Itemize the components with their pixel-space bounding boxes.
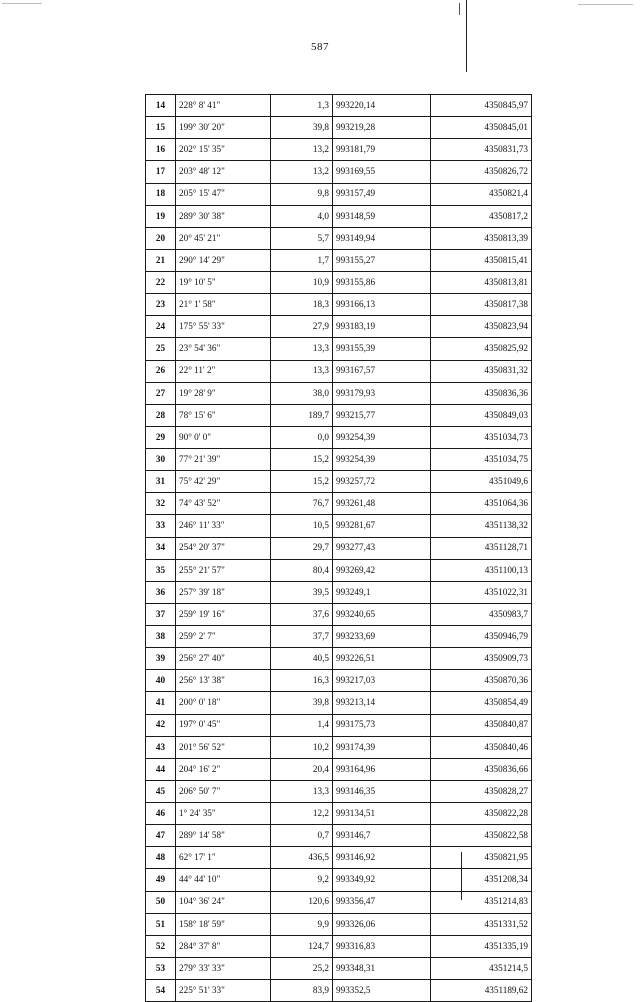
y-coordinate-cell: 4350946,79	[431, 626, 532, 648]
x-coordinate-cell: 993316,83	[333, 935, 431, 957]
point-number-cell: 32	[146, 493, 176, 515]
point-number-cell: 28	[146, 404, 176, 426]
direction-angle-cell: 199° 30' 20"	[176, 117, 271, 139]
y-coordinate-cell: 4350870,36	[431, 670, 532, 692]
x-coordinate-cell: 993146,35	[333, 780, 431, 802]
direction-angle-cell: 1° 24' 35"	[176, 803, 271, 825]
point-number-cell: 40	[146, 670, 176, 692]
x-coordinate-cell: 993326,06	[333, 913, 431, 935]
point-number-cell: 21	[146, 249, 176, 271]
direction-angle-cell: 19° 28' 9"	[176, 382, 271, 404]
distance-cell: 0,7	[271, 825, 333, 847]
point-number-cell: 53	[146, 957, 176, 979]
table-row	[146, 714, 532, 736]
table-row	[146, 758, 532, 780]
distance-cell: 29,7	[271, 537, 333, 559]
y-coordinate-cell: 4351100,13	[431, 559, 532, 581]
point-number-cell: 42	[146, 714, 176, 736]
scan-margin-line-top	[466, 0, 467, 72]
x-coordinate-cell: 993134,51	[333, 803, 431, 825]
point-number-cell: 51	[146, 913, 176, 935]
direction-angle-cell: 201° 56' 52"	[176, 736, 271, 758]
y-coordinate-cell: 4350822,28	[431, 803, 532, 825]
y-coordinate-cell: 4350845,97	[431, 95, 532, 117]
x-coordinate-cell: 993155,86	[333, 272, 431, 294]
x-coordinate-cell: 993169,55	[333, 161, 431, 183]
x-coordinate-cell: 993240,65	[333, 603, 431, 625]
y-coordinate-cell: 4351138,32	[431, 515, 532, 537]
y-coordinate-cell: 4350822,58	[431, 825, 532, 847]
point-number-cell: 33	[146, 515, 176, 537]
y-coordinate-cell: 4350825,92	[431, 338, 532, 360]
distance-cell: 4,0	[271, 205, 333, 227]
direction-angle-cell: 254° 20' 37"	[176, 537, 271, 559]
y-coordinate-cell: 4350821,95	[431, 847, 532, 869]
y-coordinate-cell: 4350831,73	[431, 139, 532, 161]
point-number-cell: 34	[146, 537, 176, 559]
y-coordinate-cell: 4350840,46	[431, 736, 532, 758]
point-number-cell: 14	[146, 95, 176, 117]
direction-angle-cell: 206° 50' 7"	[176, 780, 271, 802]
direction-angle-cell: 255° 21' 57"	[176, 559, 271, 581]
table-row	[146, 692, 532, 714]
table-row	[146, 227, 532, 249]
point-number-cell: 37	[146, 603, 176, 625]
point-number-cell: 46	[146, 803, 176, 825]
distance-cell: 13,3	[271, 780, 333, 802]
x-coordinate-cell: 993146,92	[333, 847, 431, 869]
table-row	[146, 626, 532, 648]
direction-angle-cell: 158° 18' 59"	[176, 913, 271, 935]
table-row	[146, 825, 532, 847]
table-row	[146, 780, 532, 802]
y-coordinate-cell: 4351335,19	[431, 935, 532, 957]
point-number-cell: 44	[146, 758, 176, 780]
distance-cell: 39,8	[271, 117, 333, 139]
distance-cell: 9,8	[271, 183, 333, 205]
table-row	[146, 581, 532, 603]
distance-cell: 1,7	[271, 249, 333, 271]
distance-cell: 37,6	[271, 603, 333, 625]
distance-cell: 124,7	[271, 935, 333, 957]
table-row	[146, 537, 532, 559]
direction-angle-cell: 200° 0' 18"	[176, 692, 271, 714]
table-row	[146, 957, 532, 979]
point-number-cell: 29	[146, 426, 176, 448]
y-coordinate-cell: 4350813,39	[431, 227, 532, 249]
distance-cell: 10,9	[271, 272, 333, 294]
x-coordinate-cell: 993226,51	[333, 648, 431, 670]
distance-cell: 20,4	[271, 758, 333, 780]
y-coordinate-cell: 4350817,2	[431, 205, 532, 227]
scan-margin-mark-top	[459, 3, 460, 15]
point-number-cell: 24	[146, 316, 176, 338]
direction-angle-cell: 75° 42' 29"	[176, 471, 271, 493]
x-coordinate-cell: 993166,13	[333, 294, 431, 316]
direction-angle-cell: 175° 55' 33"	[176, 316, 271, 338]
direction-angle-cell: 77° 21' 39"	[176, 449, 271, 471]
distance-cell: 38,0	[271, 382, 333, 404]
y-coordinate-cell: 4350845,01	[431, 117, 532, 139]
x-coordinate-cell: 993352,5	[333, 980, 431, 1002]
point-number-cell: 19	[146, 205, 176, 227]
x-coordinate-cell: 993146,7	[333, 825, 431, 847]
distance-cell: 80,4	[271, 559, 333, 581]
distance-cell: 40,5	[271, 648, 333, 670]
distance-cell: 9,2	[271, 869, 333, 891]
coordinates-table-body	[146, 95, 532, 1002]
y-coordinate-cell: 4350840,87	[431, 714, 532, 736]
direction-angle-cell: 289° 14' 58"	[176, 825, 271, 847]
direction-angle-cell: 228° 8' 41"	[176, 95, 271, 117]
point-number-cell: 50	[146, 891, 176, 913]
point-number-cell: 41	[146, 692, 176, 714]
x-coordinate-cell: 993167,57	[333, 360, 431, 382]
direction-angle-cell: 246° 11' 33"	[176, 515, 271, 537]
table-row	[146, 426, 532, 448]
direction-angle-cell: 20° 45' 21"	[176, 227, 271, 249]
table-row	[146, 272, 532, 294]
y-coordinate-cell: 4350826,72	[431, 161, 532, 183]
x-coordinate-cell: 993174,39	[333, 736, 431, 758]
x-coordinate-cell: 993233,69	[333, 626, 431, 648]
x-coordinate-cell: 993213,14	[333, 692, 431, 714]
direction-angle-cell: 225° 51' 33"	[176, 980, 271, 1002]
point-number-cell: 52	[146, 935, 176, 957]
table-row	[146, 913, 532, 935]
point-number-cell: 47	[146, 825, 176, 847]
direction-angle-cell: 205° 15' 47"	[176, 183, 271, 205]
x-coordinate-cell: 993175,73	[333, 714, 431, 736]
x-coordinate-cell: 993269,42	[333, 559, 431, 581]
y-coordinate-cell: 4350813,81	[431, 272, 532, 294]
x-coordinate-cell: 993349,92	[333, 869, 431, 891]
point-number-cell: 30	[146, 449, 176, 471]
y-coordinate-cell: 4350823,94	[431, 316, 532, 338]
point-number-cell: 39	[146, 648, 176, 670]
table-row	[146, 736, 532, 758]
y-coordinate-cell: 4351034,73	[431, 426, 532, 448]
y-coordinate-cell: 4350815,41	[431, 249, 532, 271]
table-row	[146, 183, 532, 205]
distance-cell: 13,2	[271, 139, 333, 161]
table-row	[146, 648, 532, 670]
y-coordinate-cell: 4351049,6	[431, 471, 532, 493]
distance-cell: 15,2	[271, 449, 333, 471]
table-row	[146, 803, 532, 825]
table-row	[146, 249, 532, 271]
point-number-cell: 31	[146, 471, 176, 493]
y-coordinate-cell: 4351128,71	[431, 537, 532, 559]
x-coordinate-cell: 993157,49	[333, 183, 431, 205]
table-row	[146, 891, 532, 913]
x-coordinate-cell: 993254,39	[333, 449, 431, 471]
table-row	[146, 670, 532, 692]
distance-cell: 120,6	[271, 891, 333, 913]
table-row	[146, 139, 532, 161]
distance-cell: 9,9	[271, 913, 333, 935]
x-coordinate-cell: 993217,03	[333, 670, 431, 692]
direction-angle-cell: 256° 13' 38"	[176, 670, 271, 692]
direction-angle-cell: 19° 10' 5"	[176, 272, 271, 294]
table-row	[146, 294, 532, 316]
y-coordinate-cell: 4351189,62	[431, 980, 532, 1002]
y-coordinate-cell: 4350836,36	[431, 382, 532, 404]
direction-angle-cell: 104° 36' 24"	[176, 891, 271, 913]
y-coordinate-cell: 4351214,83	[431, 891, 532, 913]
direction-angle-cell: 259° 2' 7"	[176, 626, 271, 648]
y-coordinate-cell: 4350821,4	[431, 183, 532, 205]
direction-angle-cell: 74° 43' 52"	[176, 493, 271, 515]
point-number-cell: 16	[146, 139, 176, 161]
distance-cell: 76,7	[271, 493, 333, 515]
distance-cell: 39,8	[271, 692, 333, 714]
direction-angle-cell: 289° 30' 38"	[176, 205, 271, 227]
distance-cell: 13,3	[271, 360, 333, 382]
table-row	[146, 161, 532, 183]
distance-cell: 18,3	[271, 294, 333, 316]
coordinates-table	[145, 94, 532, 1002]
y-coordinate-cell: 4350831,32	[431, 360, 532, 382]
direction-angle-cell: 257° 39' 18"	[176, 581, 271, 603]
direction-angle-cell: 202° 15' 35"	[176, 139, 271, 161]
table-row	[146, 316, 532, 338]
point-number-cell: 35	[146, 559, 176, 581]
distance-cell: 5,7	[271, 227, 333, 249]
distance-cell: 15,2	[271, 471, 333, 493]
y-coordinate-cell: 4351022,31	[431, 581, 532, 603]
table-row	[146, 404, 532, 426]
table-row	[146, 338, 532, 360]
table-row	[146, 493, 532, 515]
distance-cell: 83,9	[271, 980, 333, 1002]
x-coordinate-cell: 993148,59	[333, 205, 431, 227]
point-number-cell: 54	[146, 980, 176, 1002]
x-coordinate-cell: 993257,72	[333, 471, 431, 493]
point-number-cell: 36	[146, 581, 176, 603]
point-number-cell: 49	[146, 869, 176, 891]
point-number-cell: 26	[146, 360, 176, 382]
x-coordinate-cell: 993249,1	[333, 581, 431, 603]
scan-margin-line-bottom	[461, 852, 462, 900]
distance-cell: 0,0	[271, 426, 333, 448]
y-coordinate-cell: 4350854,49	[431, 692, 532, 714]
x-coordinate-cell: 993183,19	[333, 316, 431, 338]
direction-angle-cell: 259° 19' 16"	[176, 603, 271, 625]
direction-angle-cell: 256° 27' 40"	[176, 648, 271, 670]
y-coordinate-cell: 4351064,36	[431, 493, 532, 515]
y-coordinate-cell: 4350817,38	[431, 294, 532, 316]
distance-cell: 1,3	[271, 95, 333, 117]
distance-cell: 39,5	[271, 581, 333, 603]
point-number-cell: 18	[146, 183, 176, 205]
y-coordinate-cell: 4350828,27	[431, 780, 532, 802]
y-coordinate-cell: 4350836,66	[431, 758, 532, 780]
table-row	[146, 559, 532, 581]
y-coordinate-cell: 4350849,03	[431, 404, 532, 426]
table-row	[146, 603, 532, 625]
direction-angle-cell: 23° 54' 36"	[176, 338, 271, 360]
table-row	[146, 382, 532, 404]
distance-cell: 16,3	[271, 670, 333, 692]
x-coordinate-cell: 993261,48	[333, 493, 431, 515]
distance-cell: 436,5	[271, 847, 333, 869]
x-coordinate-cell: 993281,67	[333, 515, 431, 537]
point-number-cell: 45	[146, 780, 176, 802]
point-number-cell: 43	[146, 736, 176, 758]
table-row	[146, 847, 532, 869]
point-number-cell: 38	[146, 626, 176, 648]
point-number-cell: 25	[146, 338, 176, 360]
point-number-cell: 15	[146, 117, 176, 139]
distance-cell: 37,7	[271, 626, 333, 648]
scan-artifact	[2, 3, 42, 4]
direction-angle-cell: 44° 44' 10"	[176, 869, 271, 891]
x-coordinate-cell: 993277,43	[333, 537, 431, 559]
page-number: 587	[311, 41, 329, 53]
x-coordinate-cell: 993155,39	[333, 338, 431, 360]
direction-angle-cell: 62° 17' 1"	[176, 847, 271, 869]
x-coordinate-cell: 993215,77	[333, 404, 431, 426]
point-number-cell: 20	[146, 227, 176, 249]
table-row	[146, 471, 532, 493]
scan-artifact	[578, 4, 633, 5]
direction-angle-cell: 22° 11' 2"	[176, 360, 271, 382]
table-row	[146, 869, 532, 891]
direction-angle-cell: 78° 15' 6"	[176, 404, 271, 426]
direction-angle-cell: 204° 16' 2"	[176, 758, 271, 780]
y-coordinate-cell: 4350909,73	[431, 648, 532, 670]
table-row	[146, 935, 532, 957]
point-number-cell: 22	[146, 272, 176, 294]
direction-angle-cell: 290° 14' 29"	[176, 249, 271, 271]
x-coordinate-cell: 993155,27	[333, 249, 431, 271]
y-coordinate-cell: 4351331,52	[431, 913, 532, 935]
direction-angle-cell: 284° 37' 8"	[176, 935, 271, 957]
direction-angle-cell: 21° 1' 58"	[176, 294, 271, 316]
table-row	[146, 95, 532, 117]
distance-cell: 12,2	[271, 803, 333, 825]
x-coordinate-cell: 993181,79	[333, 139, 431, 161]
x-coordinate-cell: 993219,28	[333, 117, 431, 139]
x-coordinate-cell: 993179,93	[333, 382, 431, 404]
x-coordinate-cell: 993348,31	[333, 957, 431, 979]
table-row	[146, 515, 532, 537]
table-row	[146, 360, 532, 382]
point-number-cell: 27	[146, 382, 176, 404]
direction-angle-cell: 90° 0' 0"	[176, 426, 271, 448]
y-coordinate-cell: 4350983,7	[431, 603, 532, 625]
distance-cell: 27,9	[271, 316, 333, 338]
distance-cell: 13,3	[271, 338, 333, 360]
x-coordinate-cell: 993356,47	[333, 891, 431, 913]
y-coordinate-cell: 4351208,34	[431, 869, 532, 891]
point-number-cell: 17	[146, 161, 176, 183]
x-coordinate-cell: 993220,14	[333, 95, 431, 117]
direction-angle-cell: 203° 48' 12"	[176, 161, 271, 183]
distance-cell: 10,5	[271, 515, 333, 537]
table-row	[146, 205, 532, 227]
point-number-cell: 48	[146, 847, 176, 869]
direction-angle-cell: 279° 33' 33"	[176, 957, 271, 979]
distance-cell: 13,2	[271, 161, 333, 183]
point-number-cell: 23	[146, 294, 176, 316]
y-coordinate-cell: 4351214,5	[431, 957, 532, 979]
y-coordinate-cell: 4351034,75	[431, 449, 532, 471]
table-row	[146, 117, 532, 139]
distance-cell: 1,4	[271, 714, 333, 736]
table-row	[146, 980, 532, 1002]
x-coordinate-cell: 993149,94	[333, 227, 431, 249]
distance-cell: 189,7	[271, 404, 333, 426]
distance-cell: 10,2	[271, 736, 333, 758]
x-coordinate-cell: 993164,96	[333, 758, 431, 780]
direction-angle-cell: 197° 0' 45"	[176, 714, 271, 736]
distance-cell: 25,2	[271, 957, 333, 979]
x-coordinate-cell: 993254,39	[333, 426, 431, 448]
table-row	[146, 449, 532, 471]
